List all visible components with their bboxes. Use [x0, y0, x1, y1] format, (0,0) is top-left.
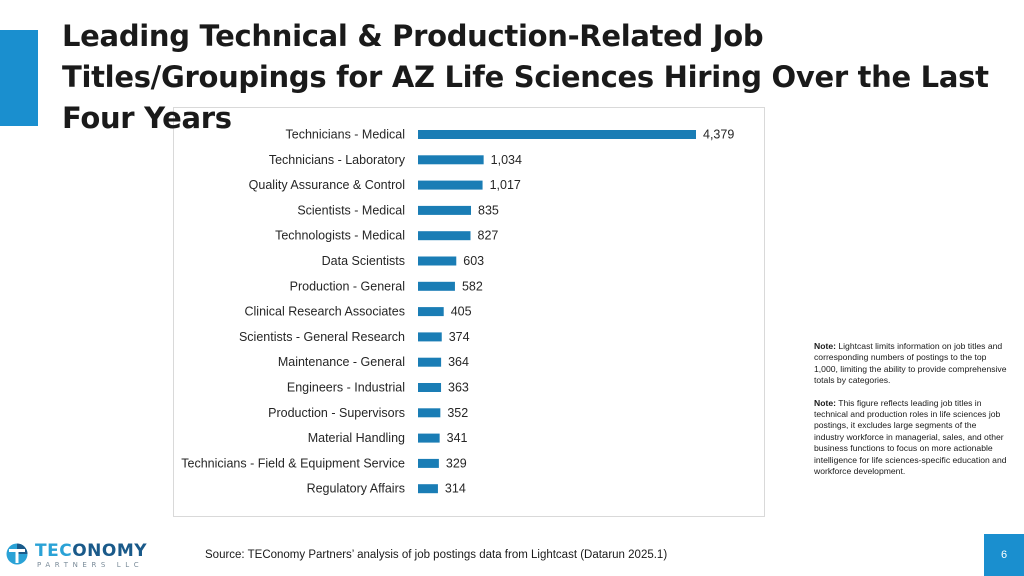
note-2-text: This figure reflects leading job titles in technical and production roles in life sciences job postings, it excludes large segments of the industry workforce in managerial, sales, and other business functions to focus on more actionable intelligence for life sciences-specific education and workforce development.: [814, 397, 1007, 477]
value-label: 603: [463, 254, 485, 268]
value-label: 341: [446, 431, 468, 446]
page-number: 6: [984, 534, 1024, 576]
category-label: Technicians - Laboratory: [268, 152, 405, 167]
bar: [418, 155, 484, 164]
value-label: 314: [444, 481, 466, 496]
bar: [418, 130, 696, 139]
category-label: Regulatory Affairs: [306, 481, 405, 496]
slide-title: Leading Technical & Production-Related Job Titles/Groupings for AZ Life Sciences Hiring Over the Last Four Years: [62, 19, 989, 135]
value-label: 374: [448, 329, 470, 344]
bar: [418, 408, 440, 417]
category-label: Production - General: [289, 279, 405, 294]
note-2-label: Note:: [814, 397, 836, 408]
value-label: 329: [445, 456, 467, 471]
value-label: 352: [447, 405, 469, 420]
bar: [418, 282, 455, 291]
category-label: Quality Assurance & Control: [248, 178, 405, 193]
bar: [418, 257, 456, 266]
bar: [418, 434, 440, 443]
note-1-label: Note:: [814, 341, 836, 351]
bar: [418, 206, 471, 215]
value-label: 364: [448, 355, 469, 370]
value-label: 827: [477, 228, 499, 243]
category-label: Material Handling: [307, 431, 405, 446]
bar: [418, 332, 442, 341]
category-label: Scientists - Medical: [297, 203, 405, 218]
category-label: Clinical Research Associates: [244, 304, 405, 319]
category-label: Scientists - General Research: [238, 329, 405, 344]
category-label: Technicians - Medical: [285, 127, 405, 142]
value-label: 4,379: [703, 127, 735, 142]
category-label: Production - Supervisors: [268, 405, 405, 420]
logo-name-part1: TEC: [35, 541, 73, 561]
value-label: 1,017: [489, 178, 521, 193]
value-label: 835: [478, 203, 499, 218]
source-note: Source: TEConomy Partners’ analysis of job postings data from Lightcast (Datarun 2025.1): [205, 549, 668, 561]
logo-mark-icon: [6, 543, 28, 565]
category-label: Technologists - Medical: [275, 228, 405, 243]
bar: [418, 484, 438, 493]
category-label: Maintenance - General: [277, 355, 405, 370]
bar: [418, 307, 444, 316]
logo-name-part2: ONOMY: [72, 541, 148, 561]
value-label: 363: [448, 380, 469, 395]
bar: [418, 383, 441, 392]
logo-name: [35, 541, 147, 561]
value-label: 405: [450, 304, 472, 319]
bar: [418, 358, 441, 367]
note-1-text: Lightcast limits information on job titles and corresponding numbers of postings to the top 1,000, limiting the ability to provide comprehensive totals by categories.: [814, 341, 1007, 386]
notes-panel: [814, 341, 1008, 488]
bar: [418, 459, 439, 468]
value-label: 582: [461, 279, 483, 294]
value-label: 1,034: [490, 152, 522, 167]
logo-subtitle: PARTNERS LLC: [37, 561, 144, 569]
bar: [418, 231, 471, 240]
note-1: [814, 341, 1008, 387]
category-label: Technicians - Field & Equipment Service: [181, 456, 405, 471]
category-label: Engineers - Industrial: [286, 380, 405, 395]
note-2: [814, 398, 1008, 478]
bar: [418, 181, 483, 190]
category-label: Data Scientists: [321, 254, 405, 268]
teconomy-logo: [6, 541, 146, 571]
